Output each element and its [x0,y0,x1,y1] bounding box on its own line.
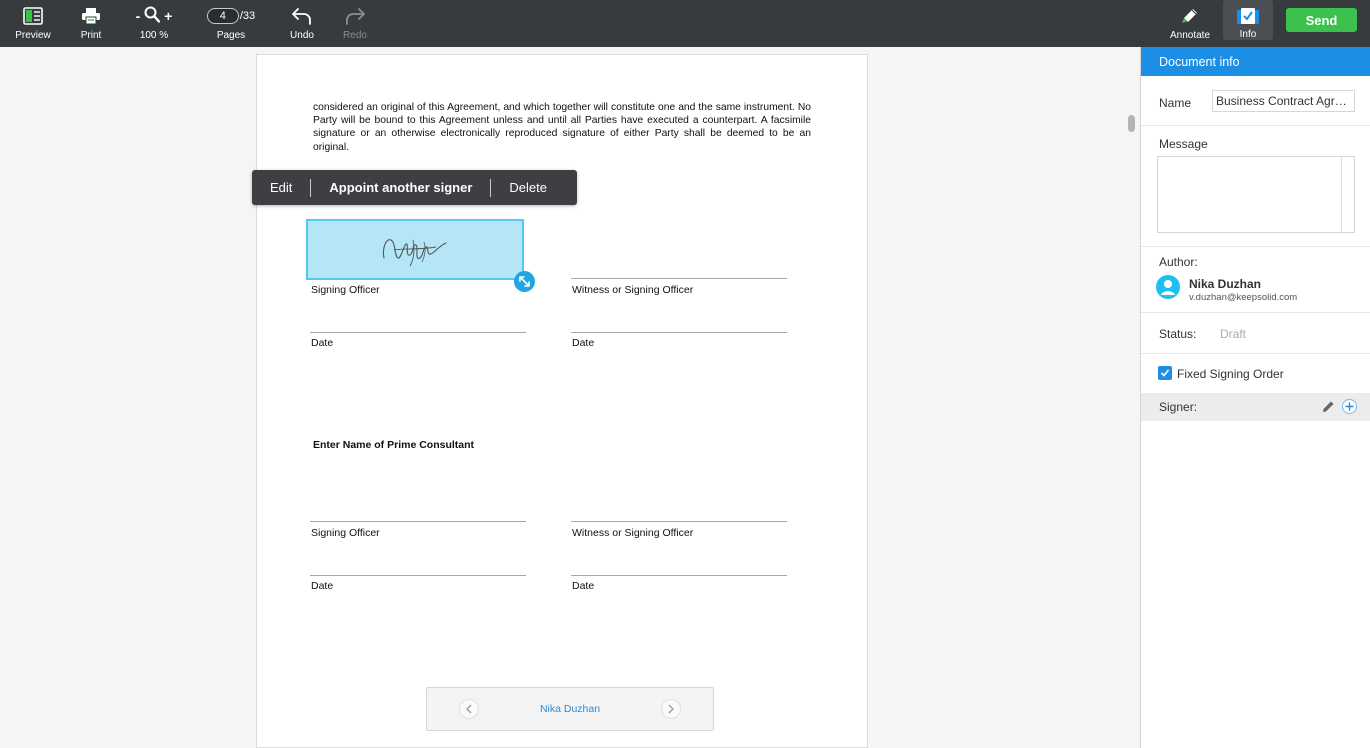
info-label: Info [1239,29,1257,40]
divider [1141,353,1370,354]
date-line [571,575,787,576]
chevron-right-icon [667,704,675,714]
prime-consultant-heading: Enter Name of Prime Consultant [313,439,475,451]
signing-officer-label: Signing Officer [311,284,380,296]
fixed-signing-order-label[interactable]: Fixed Signing Order [1177,367,1284,381]
annotate-label: Annotate [1169,30,1211,41]
print-button[interactable] [72,0,110,47]
undo-label: Undo [290,30,314,41]
message-scrollbar [1341,157,1342,232]
status-label: Status: [1159,327,1197,341]
witness-label: Witness or Signing Officer [572,284,694,296]
agreement-paragraph: considered an original of this Agreement, and which together will constitute one and the same instrument. No Party will be bound to this Agreement unless and until all Parties have executed a counterpart. A facsimile signature or an otherwise electronically reproduced signature of either Party shall be deemed to be an original. [313,102,811,153]
delete-menu-item[interactable]: Delete [509,180,547,195]
name-label: Name [1159,96,1192,110]
document-page [256,54,868,748]
zoom-out-button[interactable]: - [135,8,141,24]
status-badge: Draft [1220,327,1247,341]
resize-handle[interactable] [514,271,535,292]
signature-image [308,221,522,278]
message-label: Message [1159,137,1208,151]
date-line [571,332,787,333]
zoom-control [126,0,182,47]
edit-signer-button[interactable] [1321,400,1335,419]
edit-menu-item[interactable]: Edit [270,180,293,195]
undo-icon [291,3,313,29]
preview-label: Preview [15,30,51,41]
send-button[interactable]: Send [1286,8,1357,32]
current-signer-name[interactable]: Nika Duzhan [539,703,601,715]
signer-pager [426,687,714,731]
info-icon [1236,3,1260,28]
date-line [310,575,526,576]
print-label: Print [80,30,102,41]
message-textarea[interactable] [1157,156,1355,233]
preview-button[interactable] [12,0,54,47]
date-label: Date [311,580,334,592]
fixed-signing-order-checkbox[interactable] [1158,366,1172,380]
pencil-icon [1321,400,1335,414]
checkmark-icon [1160,368,1170,378]
witness-label: Witness or Signing Officer [572,527,694,539]
document-name-field[interactable]: Business Contract Agr… [1212,90,1355,112]
author-name: Nika Duzhan [1189,277,1262,291]
date-line [310,332,526,333]
divider [1141,246,1370,247]
signer-row [1141,393,1370,421]
canvas-scrollbar[interactable] [1128,115,1135,132]
date-label: Date [311,337,334,349]
zoom-in-button[interactable]: + [164,8,173,24]
preview-icon [23,3,43,29]
witness-signature-line [571,278,787,279]
signature-field[interactable] [306,219,524,280]
zoom-icon [144,6,160,26]
signing-officer-line [310,521,526,522]
divider [1141,312,1370,313]
witness-signature-line [571,521,787,522]
pages-label: Pages [216,30,246,41]
annotate-button[interactable] [1166,0,1214,47]
info-button[interactable] [1223,0,1273,40]
annotate-icon [1180,3,1200,29]
user-icon [1156,275,1180,299]
plus-icon [1345,402,1354,411]
date-label: Date [572,337,595,349]
next-signer-button[interactable] [661,699,681,719]
page-number-input[interactable]: 4 [207,8,239,24]
author-email: v.duzhan@keepsolid.com [1189,292,1298,303]
signature-context-menu [252,170,577,205]
pages-control [200,0,262,47]
avatar [1156,275,1180,299]
redo-button[interactable] [336,0,374,47]
panel-title: Document info [1141,47,1370,76]
redo-icon [344,3,366,29]
toolbar [0,0,1370,47]
resize-arrows-icon [518,275,531,288]
signing-officer-label: Signing Officer [311,527,380,539]
redo-label: Redo [343,30,367,41]
undo-button[interactable] [283,0,321,47]
divider [1141,125,1370,126]
zoom-level: 100 % [139,30,169,41]
date-label: Date [572,580,595,592]
add-signer-button[interactable] [1342,399,1357,414]
signer-label: Signer: [1159,400,1198,414]
page-total: /33 [239,10,256,22]
document-info-panel [1140,47,1370,748]
author-label: Author: [1159,255,1198,269]
appoint-signer-menu-item[interactable]: Appoint another signer [329,180,473,195]
print-icon [81,3,101,29]
